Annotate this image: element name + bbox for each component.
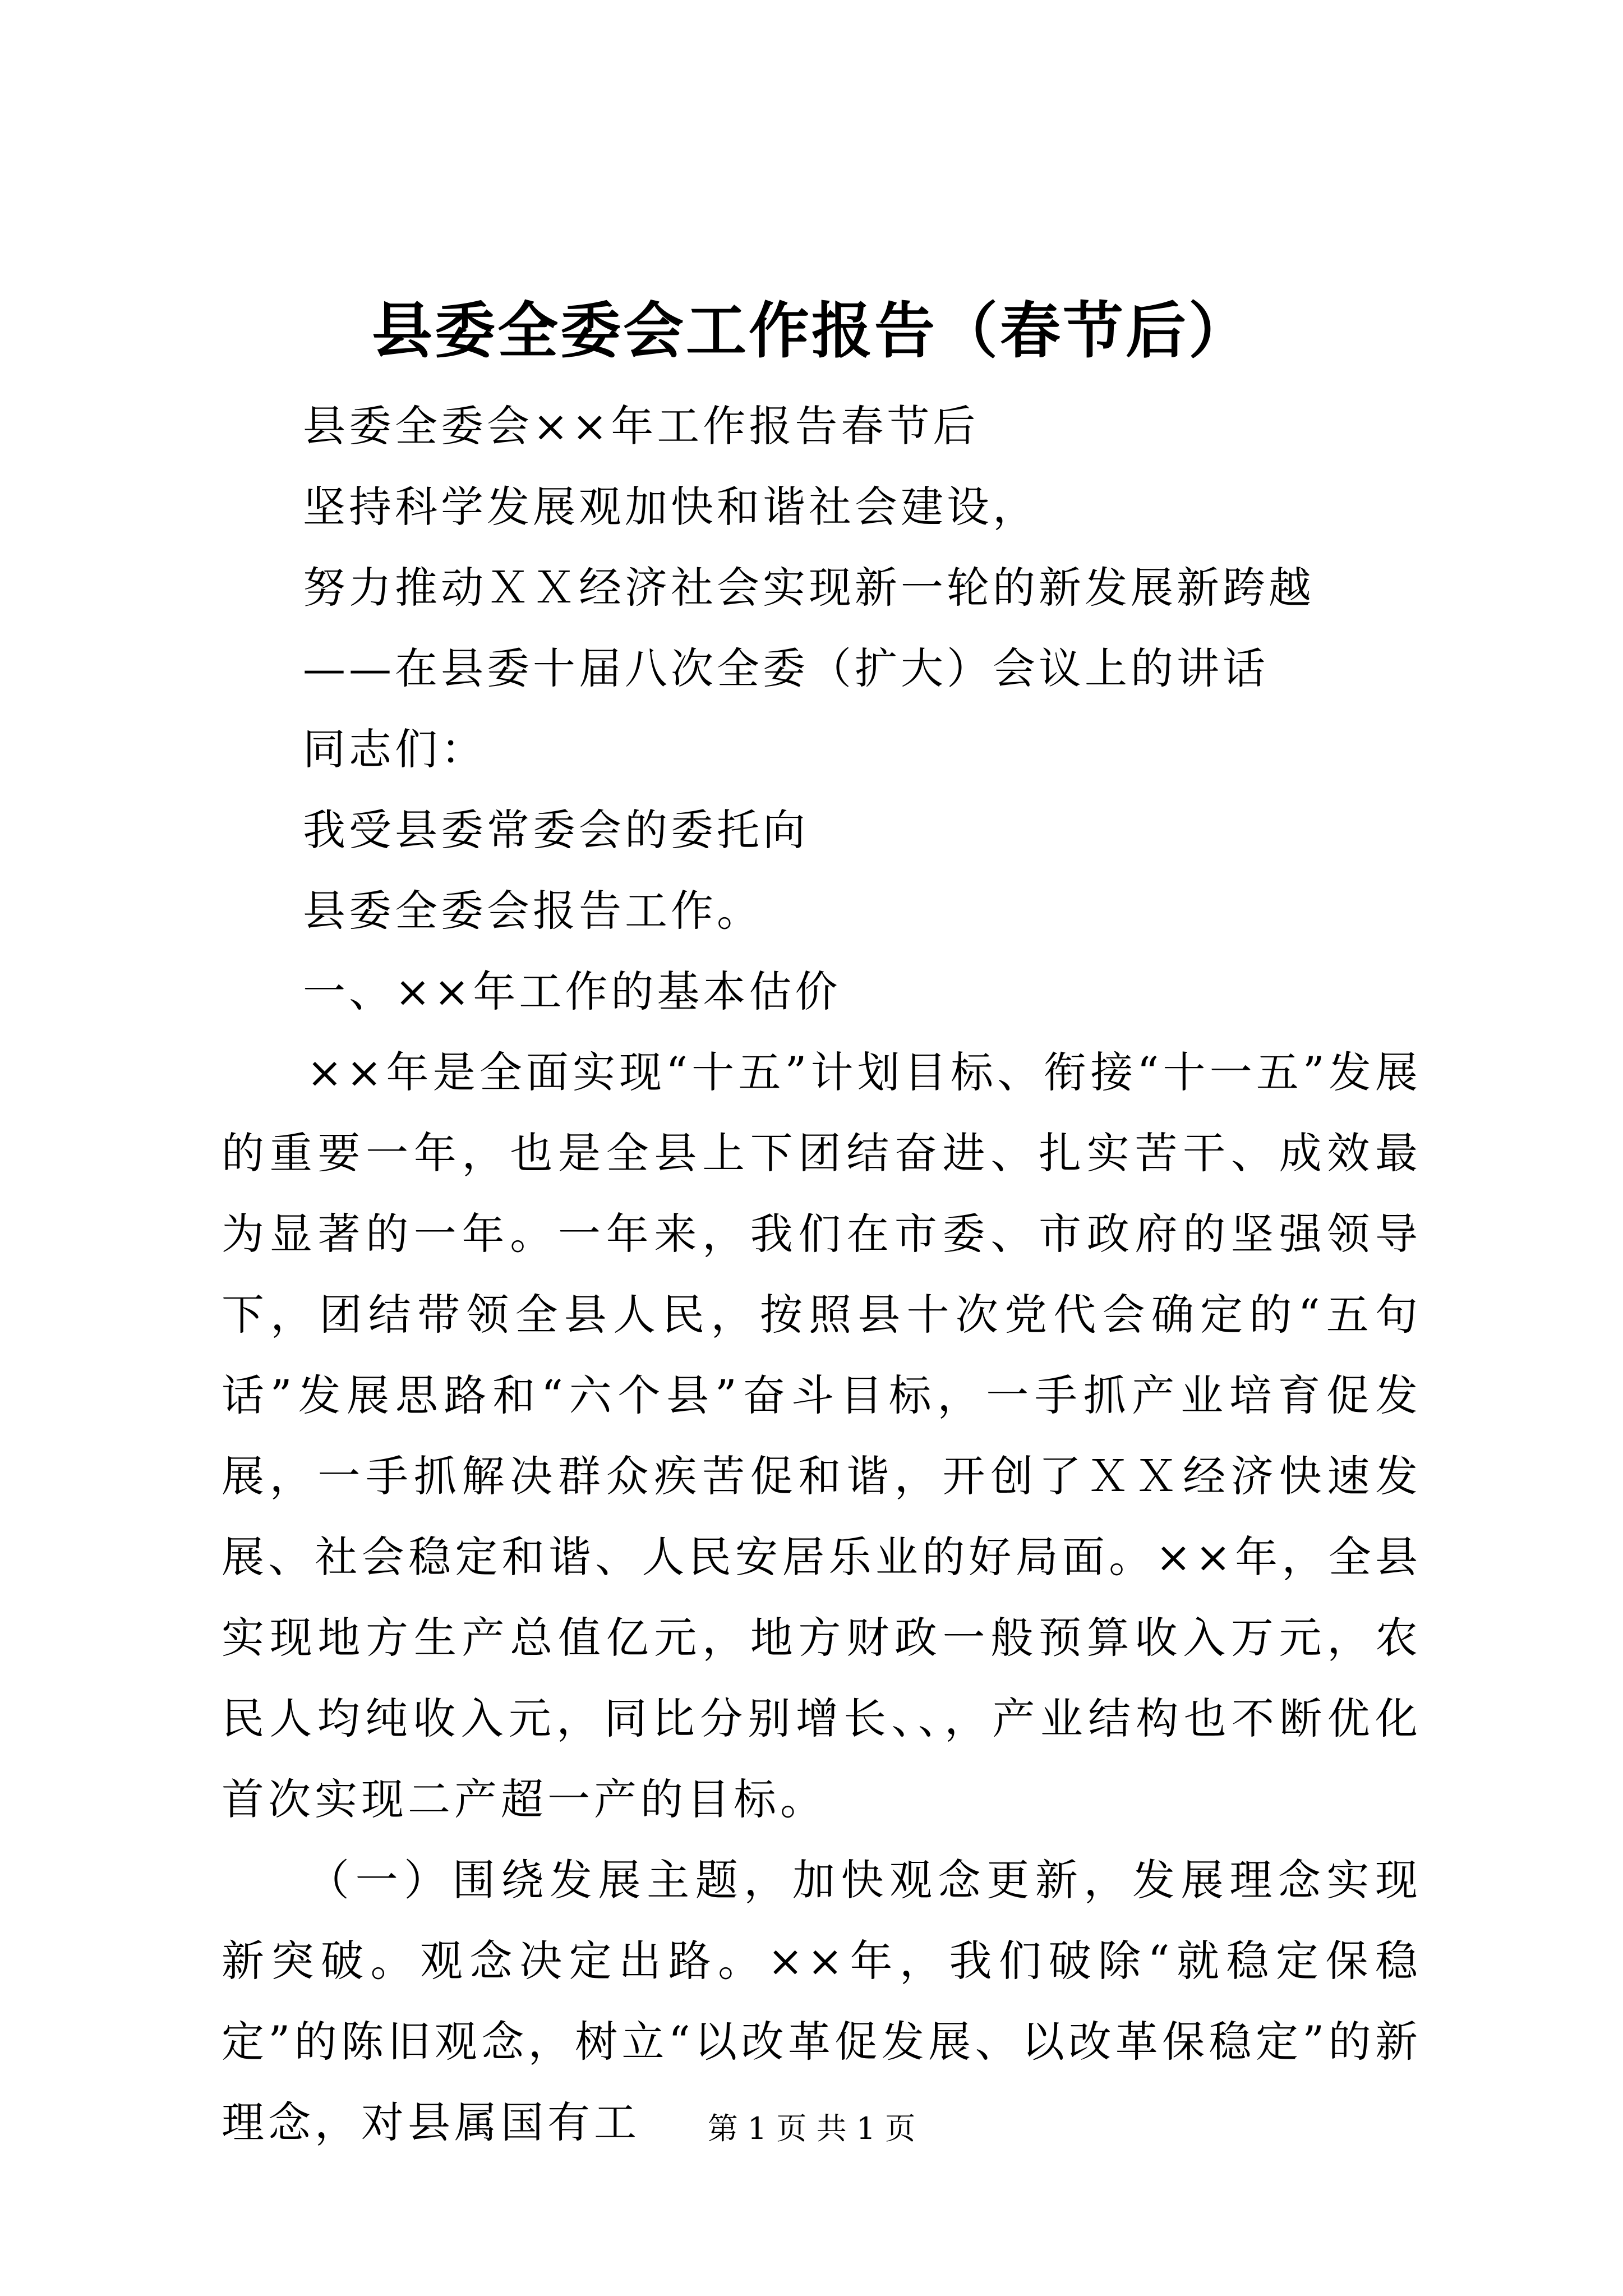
- text-line: 同志们：: [303, 724, 487, 774]
- text-line: 我受县委常委会的委托向: [303, 805, 809, 855]
- page-footer: 第 1 页 共 1 页: [707, 2111, 916, 2146]
- paragraph: （一）围绕发展主题，加快观念更新，发展理念实现新突破。观念决定出路。××年，我们破除“就稳定保稳定”的陈旧观念，树立“以改革促发展、以改革保稳定”的新理念，对县属国有工: [222, 1855, 1422, 2147]
- document-title: 县委全委会工作报告（春节后）: [371, 296, 1251, 366]
- text-line: ——在县委十届八次全委（扩大）会议上的讲话: [303, 643, 1269, 693]
- text-line: 坚持科学发展观加快和谐社会建设，: [303, 482, 1039, 532]
- text-line: 县委全委会××年工作报告春节后: [303, 401, 979, 451]
- body-text: [222, 1032, 1422, 2163]
- text-line: 努力推动ＸＸ经济社会实现新一轮的新发展新跨越: [303, 563, 1315, 613]
- section-heading: 一、××年工作的基本估价: [303, 967, 841, 1016]
- text-line: 县委全委会报告工作。: [303, 886, 763, 936]
- paragraph: ××年是全面实现“十五”计划目标、衔接“十一五”发展的重要一年，也是全县上下团结奋进、扎实苦干、成效最为显著的一年。一年来，我们在市委、市政府的坚强领导下，团结带领全县人民，按照县十次党代会确定的“五句话”发展思路和“六个县”奋斗目标，一手抓产业培育促发展，一手抓解决群众疾苦促和谐，开创了ＸＸ经济快速发展、社会稳定和谐、人民安居乐业的好局面。××年，全县实现地方生产总值亿元，地方财政一般预算收入万元，农民人均纯收入元，同比分别增长、、，产业结构也不断优化首次实现二产超一产的目标。: [222, 1047, 1422, 1824]
